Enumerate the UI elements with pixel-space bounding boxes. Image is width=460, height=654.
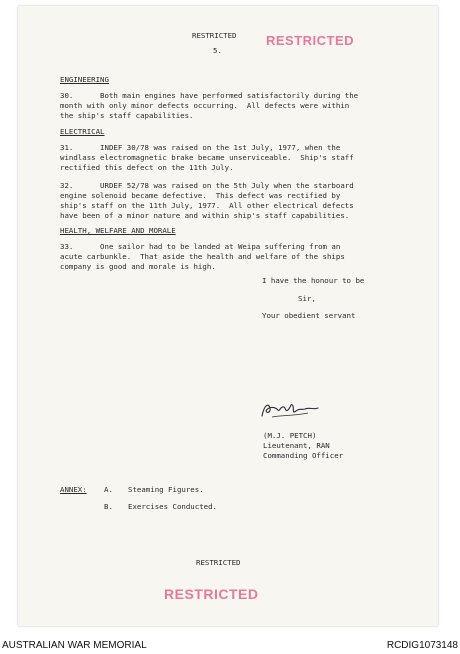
annex-item-text: Exercises Conducted. bbox=[128, 502, 217, 511]
footer-classification: RESTRICTED bbox=[196, 558, 241, 567]
closing-salutation: Sir, bbox=[298, 294, 316, 303]
restricted-stamp-top: RESTRICTED bbox=[266, 33, 355, 48]
archive-name: AUSTRALIAN WAR MEMORIAL bbox=[2, 640, 147, 651]
annex-item-letter: B. bbox=[104, 502, 113, 511]
paragraph-line: the ship's staff capabilities. bbox=[60, 111, 194, 120]
annex-label: ANNEX: bbox=[60, 485, 87, 494]
signatory-rank: Lieutenant, RAN bbox=[263, 441, 330, 450]
handwritten-signature bbox=[258, 398, 322, 422]
signatory-role: Commanding Officer bbox=[263, 451, 344, 460]
paragraph-line: ship's staff on the 11th July, 1977. All other electrical defects bbox=[60, 201, 354, 210]
section-heading-engineering: ENGINEERING bbox=[60, 75, 109, 84]
paragraph-line: have been of a minor nature and within ship's staff capabilities. bbox=[60, 211, 350, 220]
paragraph-line: month with only minor defects occurring. All defects were within bbox=[60, 101, 350, 110]
annex-item-text: Steaming Figures. bbox=[128, 485, 204, 494]
section-heading-electrical: ELECTRICAL bbox=[60, 127, 105, 136]
paragraph-line: acute carbunkle. That aside the health and welfare of the ships bbox=[60, 252, 345, 261]
paragraph-line: engine solenoid became defective. This defect was rectified by bbox=[60, 191, 341, 200]
closing-line: I have the honour to be bbox=[262, 276, 365, 285]
annex-item-letter: A. bbox=[104, 485, 113, 494]
header-classification: RESTRICTED bbox=[192, 31, 237, 40]
paragraph-line: 33. One sailor had to be landed at Weipa suffering from an bbox=[60, 242, 341, 251]
signatory-name: (M.J. PETCH) bbox=[263, 431, 317, 440]
closing-line: Your obedient servant bbox=[262, 311, 356, 320]
paragraph-line: 31. INDEF 30/78 was raised on the 1st July, 1977, when the bbox=[60, 143, 341, 152]
section-heading-health: HEALTH, WELFARE AND MORALE bbox=[60, 226, 176, 235]
archive-footer bbox=[0, 636, 460, 654]
paragraph-line: 30. Both main engines have performed satisfactorily during the bbox=[60, 91, 359, 100]
restricted-stamp-bottom: RESTRICTED bbox=[164, 586, 259, 602]
page-number: 5. bbox=[213, 46, 222, 55]
archive-id: RCDIG1073148 bbox=[386, 640, 458, 651]
paragraph-line: company is good and morale is high. bbox=[60, 262, 216, 271]
paragraph-line: windlass electromagnetic brake became unserviceable. Ship's staff bbox=[60, 153, 354, 162]
paragraph-line: 32. URDEF 52/78 was raised on the 5th July when the starboard bbox=[60, 181, 354, 190]
paragraph-line: rectified this defect on the 11th July. bbox=[60, 163, 234, 172]
